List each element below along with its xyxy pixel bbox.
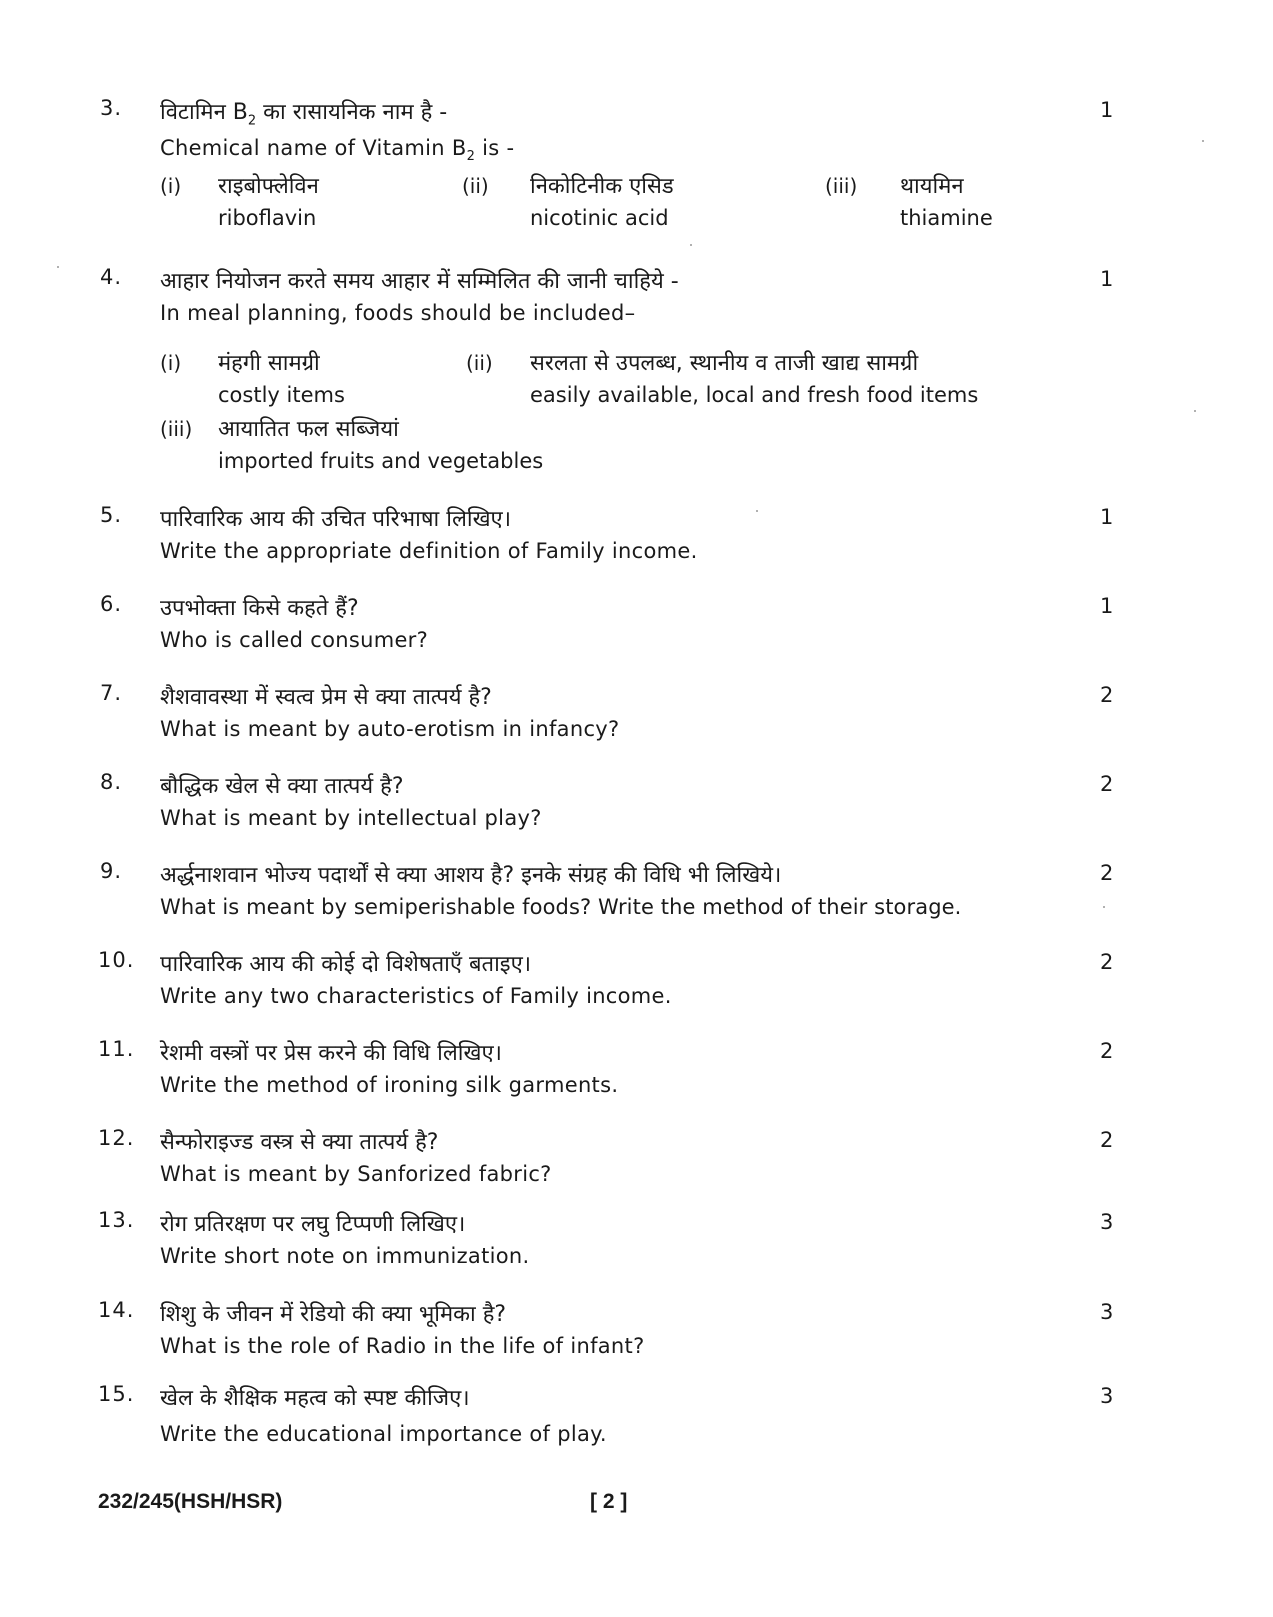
question-hindi: सैन्फोराइज्ड वस्त्र से क्या तात्पर्य है? [160, 1130, 439, 1155]
question-english: Write the appropriate definition of Family income. [160, 539, 698, 563]
scan-speck [57, 266, 59, 268]
question-hindi: शिशु के जीवन में रेडियो की क्या भूमिका है? [160, 1302, 507, 1327]
question-number: 3. [100, 96, 123, 120]
option-hindi: आयातित फल सब्जियां [218, 417, 399, 442]
option-hindi: मंहगी सामग्री [218, 351, 320, 376]
paper-code: 232/245(HSH/HSR) [98, 1490, 283, 1513]
question-hindi: विटामिन $B_2$ का रासायनिक नाम है - [160, 100, 448, 129]
page-number: [ 2 ] [590, 1490, 628, 1513]
question-english: What is meant by semiperishable foods? Write the method of their storage. [160, 895, 962, 919]
marks: 2 [1100, 683, 1114, 707]
marks: 2 [1100, 861, 1114, 885]
option-english: easily available, local and fresh food items [530, 383, 979, 407]
question-english: What is meant by intellectual play? [160, 806, 542, 830]
question-number: 6. [100, 592, 123, 616]
question-hindi: अर्द्धनाशवान भोज्य पदार्थों से क्या आशय है? इनके संग्रह की विधि भी लिखिये। [160, 863, 782, 888]
option-hindi: निकोटिनीक एसिड [530, 174, 674, 199]
option-hindi: सरलता से उपलब्ध, स्थानीय व ताजी खाद्य सामग्री [530, 351, 919, 376]
option-english: riboflavin [218, 206, 317, 230]
option-hindi: राइबोफ्लेविन [218, 174, 319, 199]
marks: 1 [1100, 594, 1114, 618]
question-english: What is meant by Sanforized fabric? [160, 1162, 552, 1186]
option-label: (ii) [462, 174, 489, 198]
option-label: (iii) [825, 174, 858, 198]
question-hindi: पारिवारिक आय की कोई दो विशेषताएँ बताइए। [160, 952, 532, 977]
question-hindi: पारिवारिक आय की उचित परिभाषा लिखिए। [160, 507, 512, 532]
option-label: (i) [160, 174, 182, 198]
scan-speck [756, 510, 758, 512]
question-number: 10. [98, 948, 135, 972]
question-english: Who is called consumer? [160, 628, 429, 652]
option-label: (i) [160, 351, 182, 375]
option-english: thiamine [900, 206, 993, 230]
scan-speck [690, 244, 692, 246]
question-number: 11. [98, 1037, 135, 1061]
scan-speck [1194, 410, 1196, 412]
question-number: 7. [100, 681, 123, 705]
question-number: 4. [100, 265, 123, 289]
marks: 2 [1100, 1039, 1114, 1063]
question-number: 5. [100, 503, 123, 527]
question-english: In meal planning, foods should be included– [160, 301, 636, 325]
question-number: 9. [100, 859, 123, 883]
question-hindi: रेशमी वस्त्रों पर प्रेस करने की विधि लिखिए। [160, 1041, 502, 1066]
question-number: 12. [98, 1126, 135, 1150]
question-number: 15. [98, 1382, 135, 1406]
option-hindi: थायमिन [900, 174, 964, 199]
marks: 3 [1100, 1210, 1114, 1234]
question-english: Write the educational importance of play. [160, 1422, 607, 1446]
marks: 3 [1100, 1384, 1114, 1408]
question-hindi: उपभोक्ता किसे कहते हैं? [160, 596, 359, 621]
question-english: What is the role of Radio in the life of infant? [160, 1334, 645, 1358]
question-hindi: आहार नियोजन करते समय आहार में सम्मिलित की जानी चाहिये - [160, 269, 679, 294]
marks: 3 [1100, 1300, 1114, 1324]
option-label: (iii) [160, 417, 193, 441]
marks: 1 [1100, 267, 1114, 291]
option-label: (ii) [466, 351, 493, 375]
question-english: What is meant by auto-erotism in infancy? [160, 717, 620, 741]
question-hindi: बौद्धिक खेल से क्या तात्पर्य है? [160, 774, 404, 799]
question-english: Write the method of ironing silk garments. [160, 1073, 619, 1097]
option-english: imported fruits and vegetables [218, 449, 544, 473]
question-english: Chemical name of Vitamin $B_2$ is - [160, 136, 515, 165]
scan-speck [1103, 906, 1105, 908]
marks: 2 [1100, 950, 1114, 974]
option-english: costly items [218, 383, 345, 407]
question-english: Write short note on immunization. [160, 1244, 530, 1268]
question-hindi: रोग प्रतिरक्षण पर लघु टिप्पणी लिखिए। [160, 1212, 466, 1237]
marks: 2 [1100, 1128, 1114, 1152]
scan-speck [1202, 140, 1204, 142]
question-number: 14. [98, 1298, 135, 1322]
marks: 1 [1100, 505, 1114, 529]
marks: 2 [1100, 772, 1114, 796]
question-hindi: खेल के शैक्षिक महत्व को स्पष्ट कीजिए। [160, 1386, 470, 1411]
question-number: 8. [100, 770, 123, 794]
question-number: 13. [98, 1208, 135, 1232]
question-hindi: शैशवावस्था में स्वत्व प्रेम से क्या तात्पर्य है? [160, 685, 492, 710]
marks: 1 [1100, 98, 1114, 122]
option-english: nicotinic acid [530, 206, 669, 230]
question-english: Write any two characteristics of Family income. [160, 984, 672, 1008]
